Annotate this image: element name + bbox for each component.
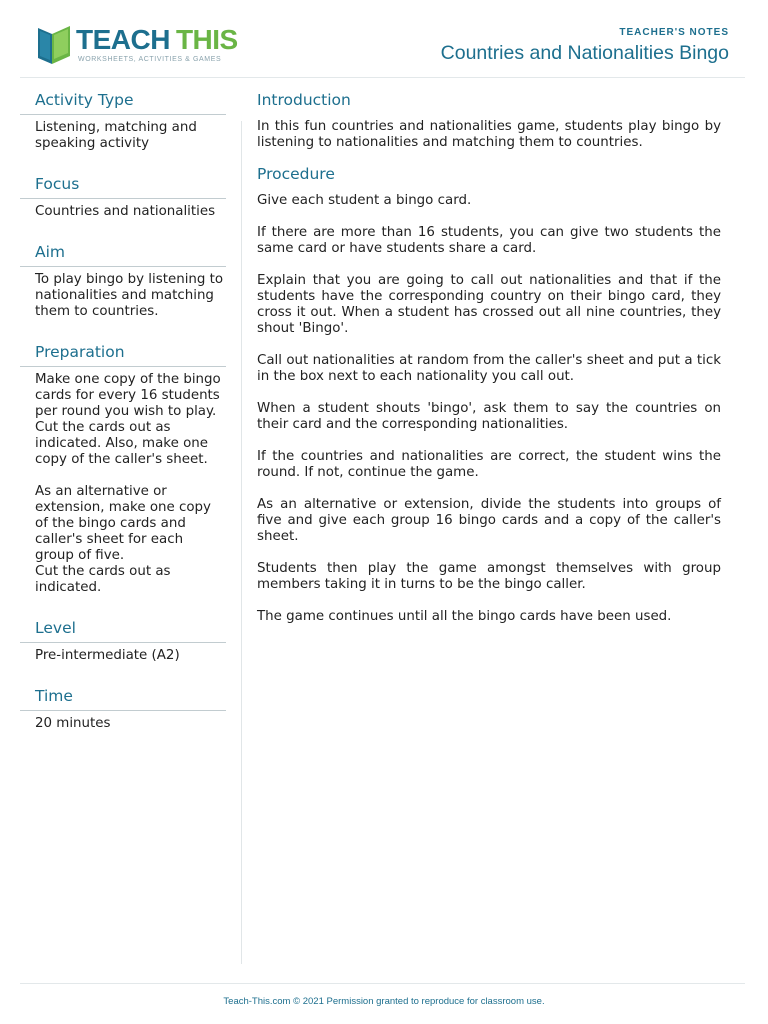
column-divider <box>241 121 242 964</box>
procedure-step: Students then play the game amongst themselves with group members taking it in turns to be the bingo caller. <box>257 561 721 592</box>
teachers-notes-label: TEACHER'S NOTES <box>619 27 729 38</box>
procedure-step: When a student shouts 'bingo', ask them to say the countries on their card and the corresponding nationalities. <box>257 401 721 432</box>
aim-text: To play bingo by listening to nationalities and matching them to countries. <box>35 272 224 319</box>
procedure-step: As an alternative or extension, divide the students into groups of five and give each group 16 bingo cards and a copy of the caller's sheet. <box>257 497 721 544</box>
aim-heading: Aim <box>20 242 226 267</box>
time-text: 20 minutes <box>35 716 111 731</box>
main-content <box>257 90 721 641</box>
level-text: Pre-intermediate (A2) <box>35 648 180 663</box>
page-header <box>20 0 745 78</box>
procedure-step: Explain that you are going to call out nationalities and that if the students have the corresponding country on their bingo card, they cross it out. When a student has crossed out all nine countries, they shout 'Bingo'. <box>257 273 721 336</box>
activity-type-text: Listening, matching and speaking activity <box>35 120 197 151</box>
procedure-step: Give each student a bingo card. <box>257 193 472 208</box>
introduction-text: In this fun countries and nationalities game, students play bingo by listening to nationalities and matching them to countries. <box>257 119 721 150</box>
level-section <box>20 618 226 664</box>
document-title: Countries and Nationalities Bingo <box>440 42 729 64</box>
aim-section <box>20 242 226 320</box>
procedure-step: The game continues until all the bingo cards have been used. <box>257 609 672 624</box>
footer-divider <box>20 983 745 984</box>
time-heading: Time <box>20 686 226 711</box>
focus-text: Countries and nationalities <box>35 204 216 219</box>
focus-section <box>20 174 226 220</box>
preparation-heading: Preparation <box>20 342 226 367</box>
sidebar <box>20 90 226 754</box>
level-heading: Level <box>20 618 226 643</box>
procedure-step: If there are more than 16 students, you can give two students the same card or have students share a card. <box>257 225 721 256</box>
time-section <box>20 686 226 732</box>
book-logo-icon <box>36 22 74 66</box>
logo-tagline: WORKSHEETS, ACTIVITIES & GAMES <box>78 56 222 63</box>
procedure-step: Call out nationalities at random from the caller's sheet and put a tick in the box next to each nationality you call out. <box>257 353 721 384</box>
preparation-section <box>20 342 226 596</box>
teach-this-logo[interactable] <box>36 22 236 68</box>
focus-heading: Focus <box>20 174 226 199</box>
preparation-text-2 <box>35 484 226 596</box>
activity-type-heading: Activity Type <box>20 90 226 115</box>
procedure-step: If the countries and nationalities are correct, the student wins the round. If not, continue the game. <box>257 449 721 480</box>
logo-wordmark: TEACH THIS <box>76 24 238 55</box>
preparation-text-2b: Cut the cards out as indicated. <box>35 564 171 595</box>
activity-type-section <box>20 90 226 152</box>
footer-copyright: Teach-This.com © 2021 Permission granted to reproduce for classroom use. <box>223 996 545 1007</box>
introduction-heading: Introduction <box>257 91 351 109</box>
preparation-text-2a: As an alternative or extension, make one copy of the bingo cards and caller's sheet for each group of five. <box>35 484 211 563</box>
procedure-heading: Procedure <box>257 165 335 183</box>
preparation-text-1: Make one copy of the bingo cards for every 16 students per round you wish to play. Cut the cards out as indicated. Also, make one copy of the caller's sheet. <box>35 372 221 467</box>
